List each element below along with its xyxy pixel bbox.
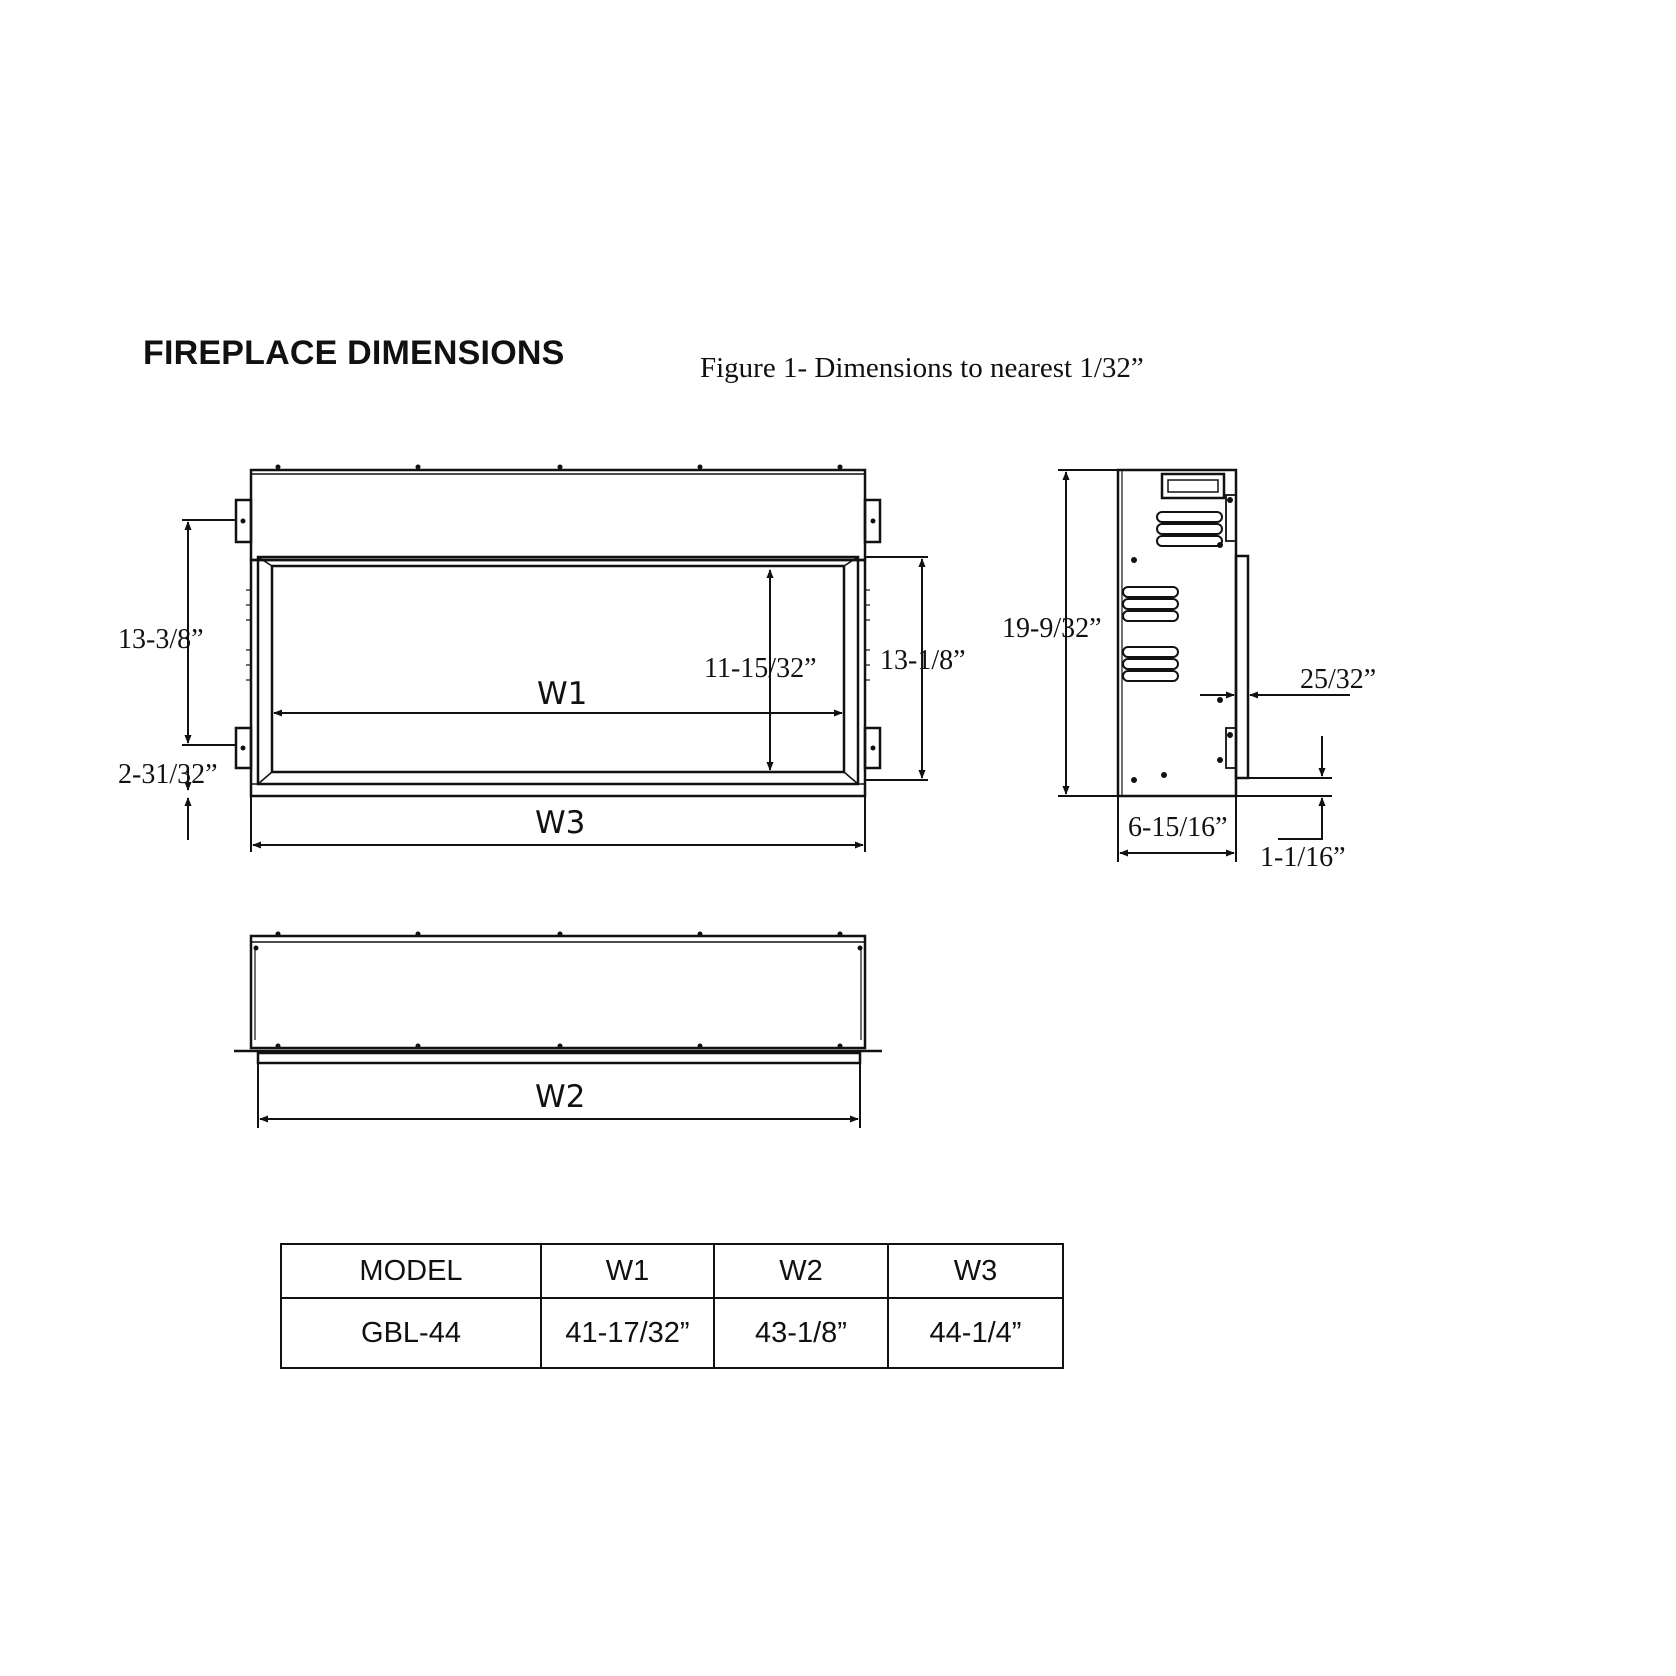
figure-caption: Figure 1- Dimensions to nearest 1/32” xyxy=(700,352,1144,384)
header-w3: W3 xyxy=(888,1244,1063,1298)
header-w1: W1 xyxy=(541,1244,714,1298)
dim-13-3-8: 13-3/8” xyxy=(118,624,204,655)
dim-11-15-32: 11-15/32” xyxy=(704,653,817,684)
cell-model: GBL-44 xyxy=(281,1298,541,1368)
side-view xyxy=(1118,470,1248,796)
cell-w2: 43-1/8” xyxy=(714,1298,888,1368)
dimensions-table xyxy=(280,1243,1064,1369)
cell-w3: 44-1/4” xyxy=(888,1298,1063,1368)
page-heading: FIREPLACE DIMENSIONS xyxy=(143,334,565,372)
header-w2: W2 xyxy=(714,1244,888,1298)
header-model: MODEL xyxy=(281,1244,541,1298)
side-view-rivets xyxy=(1131,497,1233,783)
dim-2-31-32: 2-31/32” xyxy=(118,759,218,790)
table-header-row xyxy=(281,1244,1063,1298)
label-w2: W2 xyxy=(535,1079,586,1115)
dim-19-9-32: 19-9/32” xyxy=(1002,613,1102,644)
table-row xyxy=(281,1298,1063,1368)
dim-1-1-16: 1-1/16” xyxy=(1260,842,1346,873)
cell-w1: 41-17/32” xyxy=(541,1298,714,1368)
label-w3: W3 xyxy=(535,805,586,841)
dim-6-15-16: 6-15/16” xyxy=(1128,812,1228,843)
dim-13-1-8: 13-1/8” xyxy=(880,645,966,676)
top-view-rivets xyxy=(254,932,863,1049)
label-w1: W1 xyxy=(537,676,588,712)
top-view xyxy=(234,936,882,1063)
front-view xyxy=(236,470,880,796)
dim-25-32: 25/32” xyxy=(1300,664,1377,695)
